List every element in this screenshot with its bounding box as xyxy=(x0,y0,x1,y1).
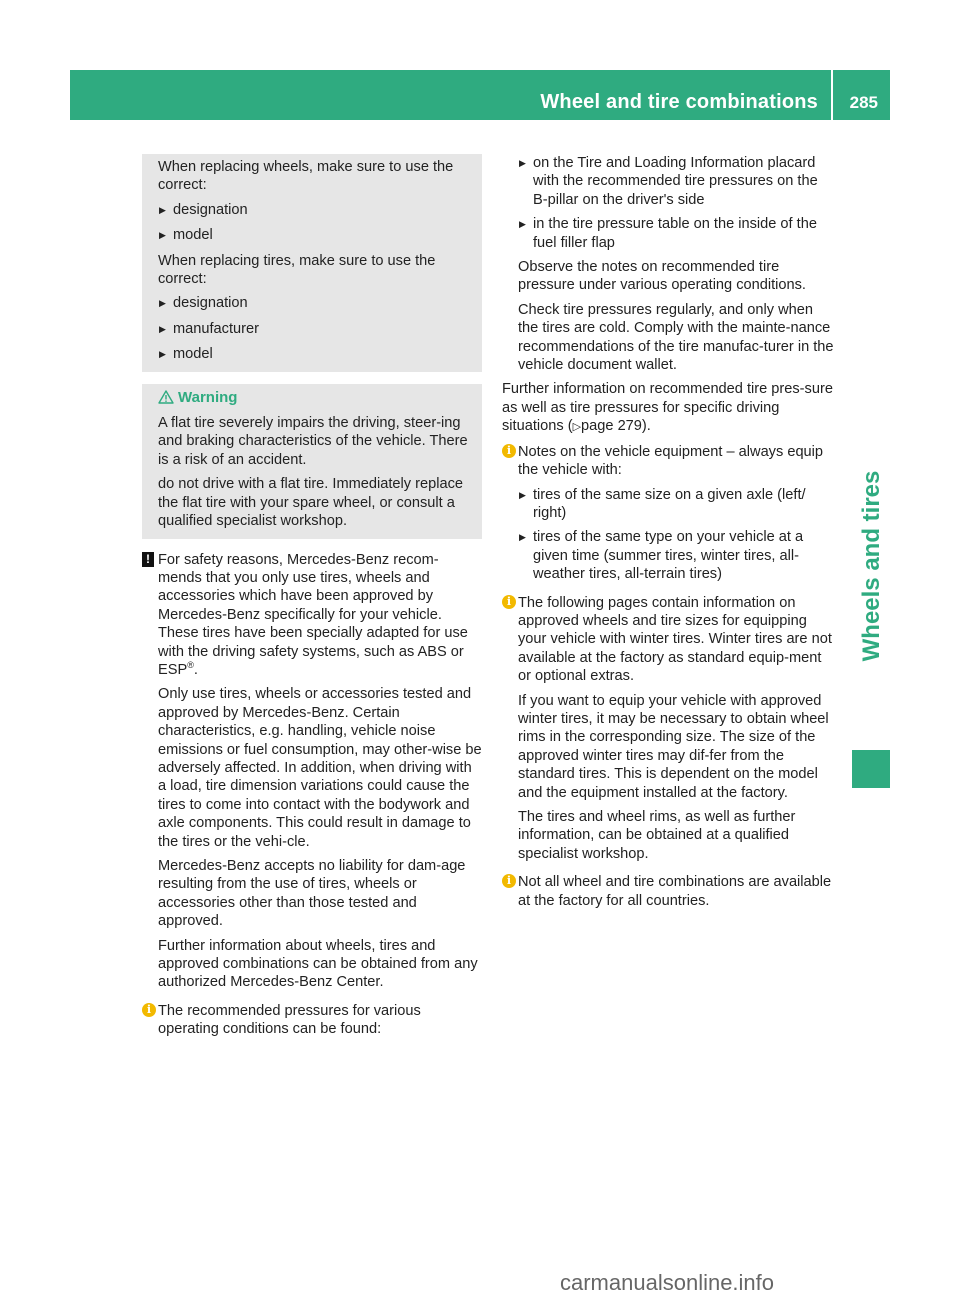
caution-paragraph: Only use tires, wheels or accessories tested and approved by Mercedes-Benz. Certain characteristics, e.g. handling, vehicle noise emissions or fuel consumption, may other-wise be adversely affected. In addition, when driving with a load, tire dimension variations could cause the tires to come into contact with the bodywork and axle components. This could result in damage to the tires or the vehi-cle. xyxy=(158,686,482,850)
note-text: Notes on the vehicle equipment – always equip the vehicle with: xyxy=(518,443,824,479)
tires-list xyxy=(158,294,474,363)
list-item: ▶ model xyxy=(158,226,474,244)
observe-text: Observe the notes on recommended tire pressure under various operating conditions. xyxy=(518,259,806,294)
left-column xyxy=(142,154,482,1045)
note-text: The following pages contain information on approved wheels and tire sizes for equipping your vehicle with winter tires. Winter tires are not available at the factory as standard equip-ment or optional extras. xyxy=(518,594,832,685)
wheels-intro: When replacing wheels, make sure to use the correct: xyxy=(158,159,454,194)
chapter-tab-marker xyxy=(852,750,890,788)
info-icon: i xyxy=(502,874,516,888)
caution-text: For safety reasons, Mercedes-Benz recom-mends that you only use tires, wheels and accessories which have been approved by Mercedes-Benz specifically for your vehicle. These tires have been specially adapted for use with the driving safety systems, such as ABS or ESP xyxy=(158,551,468,678)
list-item: ▶ in the tire pressure table on the inside of the fuel filler flap xyxy=(518,215,834,252)
wheels-list xyxy=(158,201,474,245)
info-icon: i xyxy=(502,444,516,458)
watermark: carmanualsonline.info xyxy=(560,1270,775,1295)
tires-intro: When replacing tires, make sure to use the correct: xyxy=(158,252,436,288)
info-note xyxy=(502,443,834,584)
note-text: If you want to equip your vehicle with approved winter tires, it may be necessary to obtain wheel rims in the corresponding size. The size of the approved winter tires may dif-fer from the standard tires. This is dependent on the model and the equipment installed at the factory. xyxy=(518,692,829,801)
list-item: ▶ designation xyxy=(158,294,474,312)
registered-mark: ® xyxy=(187,660,194,671)
list-item: ▶ designation xyxy=(158,201,474,219)
caution-paragraph: Further information about wheels, tires and approved combinations can be obtained from any authorized Mercedes-Benz Center. xyxy=(158,937,478,991)
info-icon: i xyxy=(502,595,516,609)
pressure-location-list xyxy=(518,154,834,252)
check-text: Check tire pressures regularly, and only when the tires are cold. Comply with the mainte-nance recommendations of the tire manufac-turer in the vehicle document wallet. xyxy=(518,301,834,374)
further-text: Further information on recommended tire pres-sure as well as tire pressures for specific driving situations ( xyxy=(502,381,833,435)
warning-instruction: do not drive with a flat tire. Immediately replace the flat tire with your spare wheel, or consult a qualified specialist workshop. xyxy=(158,476,463,530)
right-column xyxy=(502,154,834,916)
list-item: ▶ tires of the same size on a given axle (left/ right) xyxy=(518,486,834,523)
further-info-paragraph xyxy=(502,380,834,436)
page-reference-arrow-icon: ▷ xyxy=(572,421,582,434)
caution-paragraph xyxy=(158,551,482,680)
equipment-list xyxy=(518,486,834,584)
page-reference-link[interactable]: page 279 xyxy=(581,418,642,435)
chapter-tab-label: Wheels and tires xyxy=(858,470,885,662)
list-item: ▶ tires of the same type on your vehicle at a given time (summer tires, winter tires, all-weather tires, all-terrain tires) xyxy=(518,528,834,583)
caution-paragraph: Mercedes-Benz accepts no liability for dam-age resulting from the use of tires, wheels or accessories other than those tested and approved. xyxy=(158,858,466,930)
note-text: Not all wheel and tire combinations are available at the factory for all countries. xyxy=(518,874,832,909)
section-title: Wheel and tire combinations xyxy=(540,91,818,113)
warning-heading xyxy=(158,389,474,407)
warning-title: Warning xyxy=(178,388,238,406)
header-divider xyxy=(831,70,833,120)
info-box xyxy=(142,154,482,372)
info-note xyxy=(502,594,834,864)
list-item: ▶ on the Tire and Loading Information placard with the recommended tire pressures on the B-pillar on the driver's side xyxy=(518,154,834,209)
warning-triangle-icon xyxy=(158,390,174,404)
note-text: The recommended pressures for various operating conditions can be found: xyxy=(158,1002,421,1038)
info-note xyxy=(502,873,834,910)
page-header xyxy=(70,70,890,120)
warning-box xyxy=(142,384,482,539)
info-note xyxy=(142,1002,482,1039)
list-item: ▶ manufacturer xyxy=(158,320,474,338)
caution-text-end: . xyxy=(193,661,198,678)
exclamation-icon: ! xyxy=(142,552,154,567)
list-item: ▶ model xyxy=(158,345,474,363)
info-icon: i xyxy=(142,1003,156,1017)
page-number: 285 xyxy=(849,93,878,112)
warning-text: A flat tire severely impairs the driving, steer-ing and braking characteristics of the vehicle. There is a risk of an accident. xyxy=(158,415,468,468)
pressure-locations xyxy=(502,154,834,374)
further-text-end: ). xyxy=(641,418,651,435)
note-text: The tires and wheel rims, as well as further information, can be obtained at a qualified specialist workshop. xyxy=(518,809,796,862)
caution-note xyxy=(142,551,482,992)
